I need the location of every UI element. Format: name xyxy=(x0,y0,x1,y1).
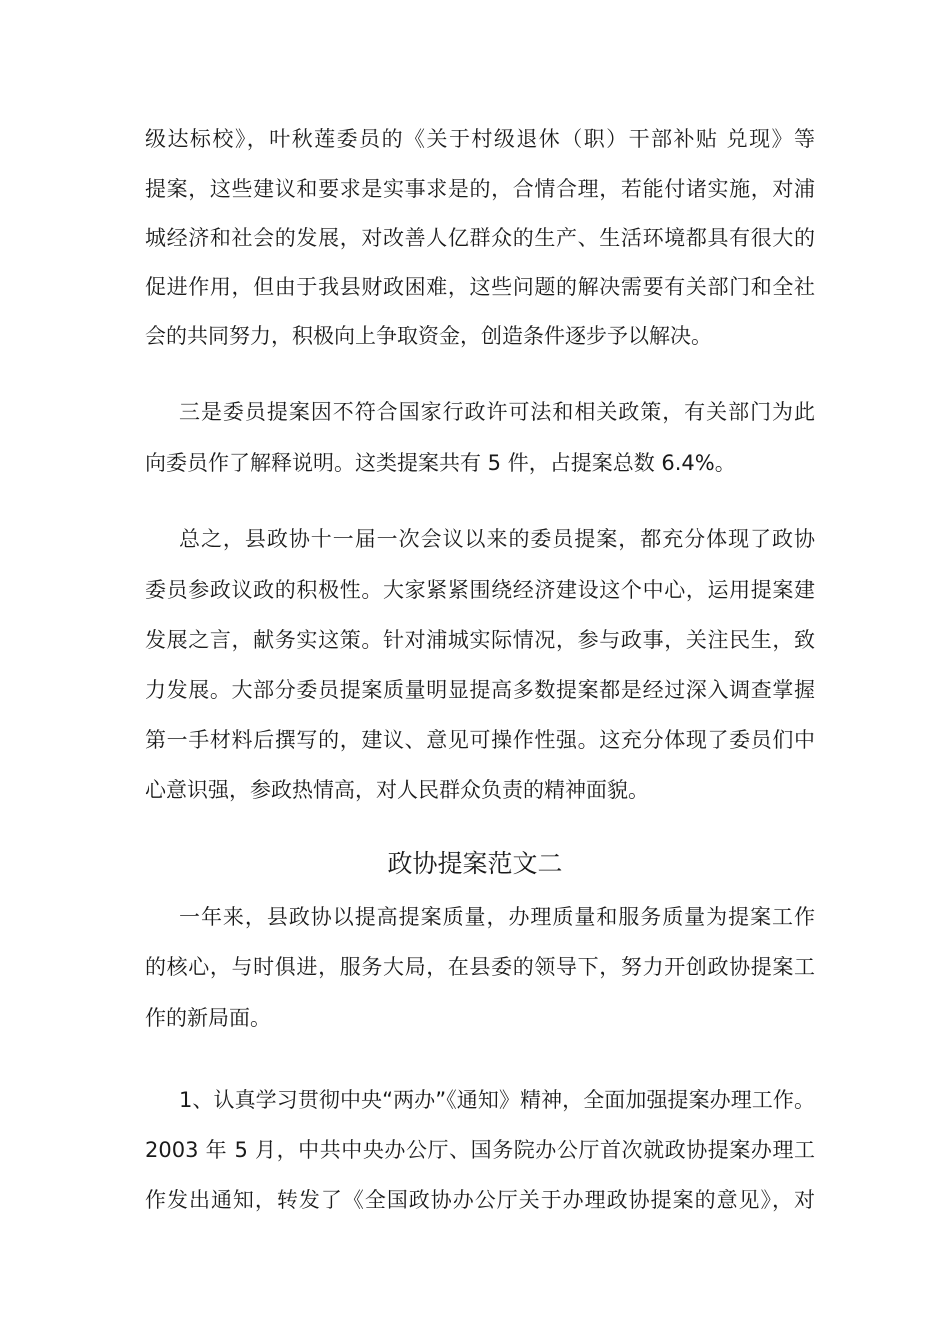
paragraph-2-line-1: 三是委员提案因不符合国家行政许可法和相关政策，有关部门为此 xyxy=(179,400,815,424)
paragraph-5-line-3: 作发出通知，转发了《全国政协办公厅关于办理政协提案的意见》，对 xyxy=(145,1188,815,1212)
paragraph-1-line-5: 会的共同努力，积极向上争取资金，创造条件逐步予以解决。 xyxy=(145,324,712,348)
paragraph-3-line-6: 心意识强，参政热情高，对人民群众负责的精神面貌。 xyxy=(145,778,649,802)
section-title: 政协提案范文二 xyxy=(387,849,563,878)
paragraph-1-line-1: 级达标校》，叶秋莲委员的《关于村级退休（职）干部补贴 兑现》等 xyxy=(145,127,815,151)
paragraph-1-line-2: 提案，这些建议和要求是实事求是的，合情合理，若能付诸实施，对浦 xyxy=(145,177,815,201)
paragraph-1-line-4: 促进作用，但由于我县财政困难，这些问题的解决需要有关部门和全社 xyxy=(145,275,815,299)
paragraph-3-line-1: 总之，县政协十一届一次会议以来的委员提案，都充分体现了政协 xyxy=(179,527,815,551)
paragraph-3-line-4: 力发展。大部分委员提案质量明显提高多数提案都是经过深入调查掌握 xyxy=(145,678,815,702)
paragraph-5-line-2: 2003 年 5 月，中共中央办公厅、国务院办公厅首次就政协提案办理工 xyxy=(145,1138,815,1162)
paragraph-3-line-2: 委员参政议政的积极性。大家紧紧围绕经济建设这个中心，运用提案建 xyxy=(145,578,815,602)
paragraph-1-line-3: 城经济和社会的发展，对改善人亿群众的生产、生活环境都具有很大的 xyxy=(145,226,815,250)
paragraph-4-line-1: 一年来，县政协以提高提案质量，办理质量和服务质量为提案工作 xyxy=(179,905,815,929)
paragraph-3-line-5: 第一手材料后撰写的，建议、意见可操作性强。这充分体现了委员们中 xyxy=(145,728,815,752)
paragraph-2-line-2: 向委员作了解释说明。这类提案共有 5 件，占提案总数 6.4%。 xyxy=(145,451,736,475)
paragraph-5-line-1: 1、认真学习贯彻中央“两办”《通知》精神，全面加强提案办理工作。 xyxy=(179,1088,815,1112)
paragraph-3-line-3: 发展之言，献务实这策。针对浦城实际情况，参与政事，关注民生，致 xyxy=(145,628,815,652)
paragraph-4-line-2: 的核心，与时俱进，服务大局，在县委的领导下，努力开创政协提案工 xyxy=(145,955,815,979)
paragraph-4-line-3: 作的新局面。 xyxy=(145,1006,271,1030)
